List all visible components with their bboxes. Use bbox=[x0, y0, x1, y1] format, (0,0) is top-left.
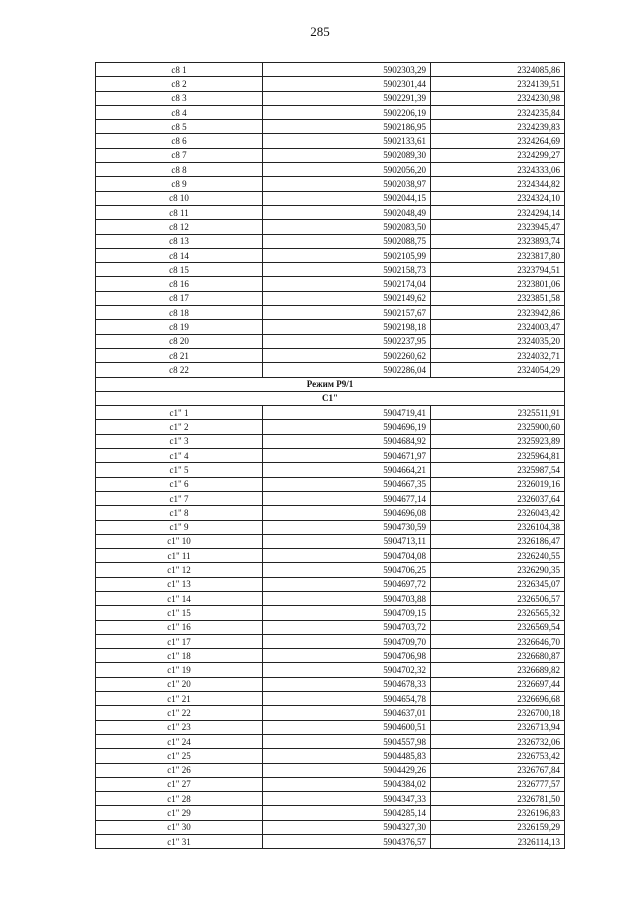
y-coordinate-cell: 2326240,55 bbox=[431, 549, 565, 563]
x-coordinate-cell: 5904677,14 bbox=[263, 491, 431, 505]
table-row bbox=[96, 777, 565, 791]
x-coordinate-cell: 5902089,30 bbox=[263, 148, 431, 162]
table-row bbox=[96, 763, 565, 777]
y-coordinate-cell: 2326037,64 bbox=[431, 491, 565, 505]
table-row bbox=[96, 491, 565, 505]
y-coordinate-cell: 2326781,50 bbox=[431, 792, 565, 806]
table-row bbox=[96, 649, 565, 663]
y-coordinate-cell: 2326753,42 bbox=[431, 749, 565, 763]
x-coordinate-cell: 5904703,88 bbox=[263, 591, 431, 605]
x-coordinate-cell: 5904485,83 bbox=[263, 749, 431, 763]
point-name-cell: c1" 11 bbox=[96, 549, 263, 563]
x-coordinate-cell: 5904671,97 bbox=[263, 449, 431, 463]
y-coordinate-cell: 2326345,07 bbox=[431, 577, 565, 591]
y-coordinate-cell: 2326290,35 bbox=[431, 563, 565, 577]
point-name-cell: c1" 29 bbox=[96, 806, 263, 820]
point-name-cell: c8 8 bbox=[96, 163, 263, 177]
table-row bbox=[96, 792, 565, 806]
table-row bbox=[96, 477, 565, 491]
x-coordinate-cell: 5902186,95 bbox=[263, 120, 431, 134]
point-name-cell: c1" 15 bbox=[96, 606, 263, 620]
table-row bbox=[96, 591, 565, 605]
point-name-cell: c1" 13 bbox=[96, 577, 263, 591]
x-coordinate-cell: 5904713,11 bbox=[263, 534, 431, 548]
y-coordinate-cell: 2325923,89 bbox=[431, 434, 565, 448]
table-row bbox=[96, 463, 565, 477]
y-coordinate-cell: 2326569,54 bbox=[431, 620, 565, 634]
x-coordinate-cell: 5902237,95 bbox=[263, 334, 431, 348]
table-row bbox=[96, 606, 565, 620]
x-coordinate-cell: 5902088,75 bbox=[263, 234, 431, 248]
y-coordinate-cell: 2323942,86 bbox=[431, 306, 565, 320]
y-coordinate-cell: 2326019,16 bbox=[431, 477, 565, 491]
y-coordinate-cell: 2326680,87 bbox=[431, 649, 565, 663]
table-row bbox=[96, 263, 565, 277]
point-name-cell: c8 6 bbox=[96, 134, 263, 148]
x-coordinate-cell: 5904697,72 bbox=[263, 577, 431, 591]
x-coordinate-cell: 5904654,78 bbox=[263, 692, 431, 706]
x-coordinate-cell: 5904696,19 bbox=[263, 420, 431, 434]
x-coordinate-cell: 5904327,30 bbox=[263, 820, 431, 834]
y-coordinate-cell: 2324324,10 bbox=[431, 191, 565, 205]
point-name-cell: c8 12 bbox=[96, 220, 263, 234]
y-coordinate-cell: 2325900,60 bbox=[431, 420, 565, 434]
x-coordinate-cell: 5904664,21 bbox=[263, 463, 431, 477]
section-title: Режим P9/1 bbox=[96, 377, 565, 391]
x-coordinate-cell: 5902048,49 bbox=[263, 205, 431, 219]
point-name-cell: c1" 28 bbox=[96, 792, 263, 806]
table-row bbox=[96, 406, 565, 420]
x-coordinate-cell: 5904706,25 bbox=[263, 563, 431, 577]
table-row bbox=[96, 620, 565, 634]
point-name-cell: c1" 21 bbox=[96, 692, 263, 706]
y-coordinate-cell: 2326646,70 bbox=[431, 634, 565, 648]
table-row bbox=[96, 220, 565, 234]
y-coordinate-cell: 2326114,13 bbox=[431, 835, 565, 849]
table-row bbox=[96, 320, 565, 334]
point-name-cell: c8 17 bbox=[96, 291, 263, 305]
point-name-cell: c8 2 bbox=[96, 77, 263, 91]
table-row bbox=[96, 677, 565, 691]
point-name-cell: c1" 10 bbox=[96, 534, 263, 548]
table-row bbox=[96, 434, 565, 448]
subsection-title-row bbox=[96, 391, 565, 405]
table-row bbox=[96, 63, 565, 77]
x-coordinate-cell: 5904684,92 bbox=[263, 434, 431, 448]
table-row bbox=[96, 91, 565, 105]
x-coordinate-cell: 5902291,39 bbox=[263, 91, 431, 105]
table-row bbox=[96, 248, 565, 262]
point-name-cell: c8 7 bbox=[96, 148, 263, 162]
point-name-cell: c8 1 bbox=[96, 63, 263, 77]
page-number: 285 bbox=[310, 24, 330, 39]
point-name-cell: c1" 5 bbox=[96, 463, 263, 477]
table-row bbox=[96, 163, 565, 177]
point-name-cell: c8 15 bbox=[96, 263, 263, 277]
point-name-cell: c8 13 bbox=[96, 234, 263, 248]
y-coordinate-cell: 2326043,42 bbox=[431, 506, 565, 520]
x-coordinate-cell: 5902198,18 bbox=[263, 320, 431, 334]
y-coordinate-cell: 2324344,82 bbox=[431, 177, 565, 191]
x-coordinate-cell: 5902206,19 bbox=[263, 105, 431, 119]
y-coordinate-cell: 2324003,47 bbox=[431, 320, 565, 334]
y-coordinate-cell: 2324054,29 bbox=[431, 363, 565, 377]
point-name-cell: c1" 31 bbox=[96, 835, 263, 849]
table-row bbox=[96, 706, 565, 720]
table-body-top bbox=[96, 63, 565, 378]
x-coordinate-cell: 5904285,14 bbox=[263, 806, 431, 820]
x-coordinate-cell: 5904696,08 bbox=[263, 506, 431, 520]
point-name-cell: c1" 14 bbox=[96, 591, 263, 605]
y-coordinate-cell: 2324085,86 bbox=[431, 63, 565, 77]
x-coordinate-cell: 5904637,01 bbox=[263, 706, 431, 720]
table-row bbox=[96, 734, 565, 748]
x-coordinate-cell: 5902133,61 bbox=[263, 134, 431, 148]
x-coordinate-cell: 5904429,26 bbox=[263, 763, 431, 777]
table-row bbox=[96, 363, 565, 377]
x-coordinate-cell: 5902301,44 bbox=[263, 77, 431, 91]
x-coordinate-cell: 5904667,35 bbox=[263, 477, 431, 491]
table-row bbox=[96, 148, 565, 162]
x-coordinate-cell: 5904384,02 bbox=[263, 777, 431, 791]
x-coordinate-cell: 5904704,08 bbox=[263, 549, 431, 563]
point-name-cell: c8 4 bbox=[96, 105, 263, 119]
y-coordinate-cell: 2326506,57 bbox=[431, 591, 565, 605]
point-name-cell: c8 19 bbox=[96, 320, 263, 334]
x-coordinate-cell: 5904709,15 bbox=[263, 606, 431, 620]
x-coordinate-cell: 5902158,73 bbox=[263, 263, 431, 277]
table-row bbox=[96, 177, 565, 191]
point-name-cell: c1" 3 bbox=[96, 434, 263, 448]
table-row bbox=[96, 334, 565, 348]
x-coordinate-cell: 5902149,62 bbox=[263, 291, 431, 305]
x-coordinate-cell: 5904719,41 bbox=[263, 406, 431, 420]
x-coordinate-cell: 5904678,33 bbox=[263, 677, 431, 691]
y-coordinate-cell: 2324264,69 bbox=[431, 134, 565, 148]
y-coordinate-cell: 2326186,47 bbox=[431, 534, 565, 548]
x-coordinate-cell: 5904347,33 bbox=[263, 792, 431, 806]
table-row bbox=[96, 749, 565, 763]
y-coordinate-cell: 2325511,91 bbox=[431, 406, 565, 420]
table-row bbox=[96, 420, 565, 434]
y-coordinate-cell: 2324299,27 bbox=[431, 148, 565, 162]
table-row bbox=[96, 306, 565, 320]
x-coordinate-cell: 5902174,04 bbox=[263, 277, 431, 291]
y-coordinate-cell: 2323945,47 bbox=[431, 220, 565, 234]
y-coordinate-cell: 2324230,98 bbox=[431, 91, 565, 105]
table-row bbox=[96, 577, 565, 591]
y-coordinate-cell: 2325987,54 bbox=[431, 463, 565, 477]
table-row bbox=[96, 634, 565, 648]
x-coordinate-cell: 5902044,15 bbox=[263, 191, 431, 205]
y-coordinate-cell: 2326713,94 bbox=[431, 720, 565, 734]
x-coordinate-cell: 5902038,97 bbox=[263, 177, 431, 191]
point-name-cell: c8 16 bbox=[96, 277, 263, 291]
point-name-cell: c8 5 bbox=[96, 120, 263, 134]
point-name-cell: c8 11 bbox=[96, 205, 263, 219]
y-coordinate-cell: 2326689,82 bbox=[431, 663, 565, 677]
table-row bbox=[96, 134, 565, 148]
table-row bbox=[96, 820, 565, 834]
point-name-cell: c1" 27 bbox=[96, 777, 263, 791]
point-name-cell: c1" 8 bbox=[96, 506, 263, 520]
point-name-cell: c1" 24 bbox=[96, 734, 263, 748]
table-row bbox=[96, 806, 565, 820]
x-coordinate-cell: 5904703,72 bbox=[263, 620, 431, 634]
point-name-cell: c1" 22 bbox=[96, 706, 263, 720]
point-name-cell: c1" 25 bbox=[96, 749, 263, 763]
x-coordinate-cell: 5904557,98 bbox=[263, 734, 431, 748]
y-coordinate-cell: 2326196,83 bbox=[431, 806, 565, 820]
point-name-cell: c1" 6 bbox=[96, 477, 263, 491]
y-coordinate-cell: 2326104,38 bbox=[431, 520, 565, 534]
point-name-cell: c1" 7 bbox=[96, 491, 263, 505]
point-name-cell: c1" 23 bbox=[96, 720, 263, 734]
section-header bbox=[96, 377, 565, 406]
point-name-cell: c1" 26 bbox=[96, 763, 263, 777]
y-coordinate-cell: 2326700,18 bbox=[431, 706, 565, 720]
y-coordinate-cell: 2324032,71 bbox=[431, 348, 565, 362]
x-coordinate-cell: 5904600,51 bbox=[263, 720, 431, 734]
y-coordinate-cell: 2324139,51 bbox=[431, 77, 565, 91]
x-coordinate-cell: 5902260,62 bbox=[263, 348, 431, 362]
y-coordinate-cell: 2323817,80 bbox=[431, 248, 565, 262]
y-coordinate-cell: 2324235,84 bbox=[431, 105, 565, 119]
table-row bbox=[96, 692, 565, 706]
point-name-cell: c1" 20 bbox=[96, 677, 263, 691]
table-row bbox=[96, 506, 565, 520]
section-title-row bbox=[96, 377, 565, 391]
coordinates-table bbox=[95, 62, 565, 849]
x-coordinate-cell: 5902286,04 bbox=[263, 363, 431, 377]
point-name-cell: c8 9 bbox=[96, 177, 263, 191]
point-name-cell: c8 18 bbox=[96, 306, 263, 320]
point-name-cell: c1" 16 bbox=[96, 620, 263, 634]
y-coordinate-cell: 2323851,58 bbox=[431, 291, 565, 305]
x-coordinate-cell: 5904376,57 bbox=[263, 835, 431, 849]
point-name-cell: c1" 19 bbox=[96, 663, 263, 677]
y-coordinate-cell: 2324239,83 bbox=[431, 120, 565, 134]
table-row bbox=[96, 234, 565, 248]
table-row bbox=[96, 534, 565, 548]
y-coordinate-cell: 2324294,14 bbox=[431, 205, 565, 219]
point-name-cell: c1" 30 bbox=[96, 820, 263, 834]
y-coordinate-cell: 2325964,81 bbox=[431, 449, 565, 463]
point-name-cell: c1" 17 bbox=[96, 634, 263, 648]
x-coordinate-cell: 5904702,32 bbox=[263, 663, 431, 677]
table-row bbox=[96, 520, 565, 534]
y-coordinate-cell: 2326159,29 bbox=[431, 820, 565, 834]
point-name-cell: c1" 4 bbox=[96, 449, 263, 463]
table-row bbox=[96, 563, 565, 577]
table-row bbox=[96, 663, 565, 677]
point-name-cell: c1" 9 bbox=[96, 520, 263, 534]
table-row bbox=[96, 105, 565, 119]
y-coordinate-cell: 2323893,74 bbox=[431, 234, 565, 248]
x-coordinate-cell: 5904706,98 bbox=[263, 649, 431, 663]
y-coordinate-cell: 2326696,68 bbox=[431, 692, 565, 706]
point-name-cell: c8 3 bbox=[96, 91, 263, 105]
y-coordinate-cell: 2323801,06 bbox=[431, 277, 565, 291]
y-coordinate-cell: 2323794,51 bbox=[431, 263, 565, 277]
table-row bbox=[96, 77, 565, 91]
x-coordinate-cell: 5902157,67 bbox=[263, 306, 431, 320]
point-name-cell: c8 10 bbox=[96, 191, 263, 205]
point-name-cell: c8 22 bbox=[96, 363, 263, 377]
table-row bbox=[96, 205, 565, 219]
table-row bbox=[96, 120, 565, 134]
y-coordinate-cell: 2326767,84 bbox=[431, 763, 565, 777]
table-body-bottom bbox=[96, 406, 565, 849]
table-row bbox=[96, 291, 565, 305]
table-row bbox=[96, 835, 565, 849]
y-coordinate-cell: 2324333,06 bbox=[431, 163, 565, 177]
x-coordinate-cell: 5902303,29 bbox=[263, 63, 431, 77]
x-coordinate-cell: 5902105,99 bbox=[263, 248, 431, 262]
y-coordinate-cell: 2326565,32 bbox=[431, 606, 565, 620]
point-name-cell: c1" 2 bbox=[96, 420, 263, 434]
table-row bbox=[96, 449, 565, 463]
table-row bbox=[96, 348, 565, 362]
table-row bbox=[96, 191, 565, 205]
table-row bbox=[96, 277, 565, 291]
point-name-cell: c1" 18 bbox=[96, 649, 263, 663]
y-coordinate-cell: 2324035,20 bbox=[431, 334, 565, 348]
y-coordinate-cell: 2326697,44 bbox=[431, 677, 565, 691]
table-row bbox=[96, 549, 565, 563]
y-coordinate-cell: 2326732,06 bbox=[431, 734, 565, 748]
y-coordinate-cell: 2326777,57 bbox=[431, 777, 565, 791]
x-coordinate-cell: 5902056,20 bbox=[263, 163, 431, 177]
point-name-cell: c1" 12 bbox=[96, 563, 263, 577]
point-name-cell: c1" 1 bbox=[96, 406, 263, 420]
x-coordinate-cell: 5904709,70 bbox=[263, 634, 431, 648]
x-coordinate-cell: 5904730,59 bbox=[263, 520, 431, 534]
point-name-cell: c8 14 bbox=[96, 248, 263, 262]
table-row bbox=[96, 720, 565, 734]
x-coordinate-cell: 5902083,50 bbox=[263, 220, 431, 234]
subsection-title: C1" bbox=[96, 391, 565, 405]
point-name-cell: c8 20 bbox=[96, 334, 263, 348]
point-name-cell: c8 21 bbox=[96, 348, 263, 362]
